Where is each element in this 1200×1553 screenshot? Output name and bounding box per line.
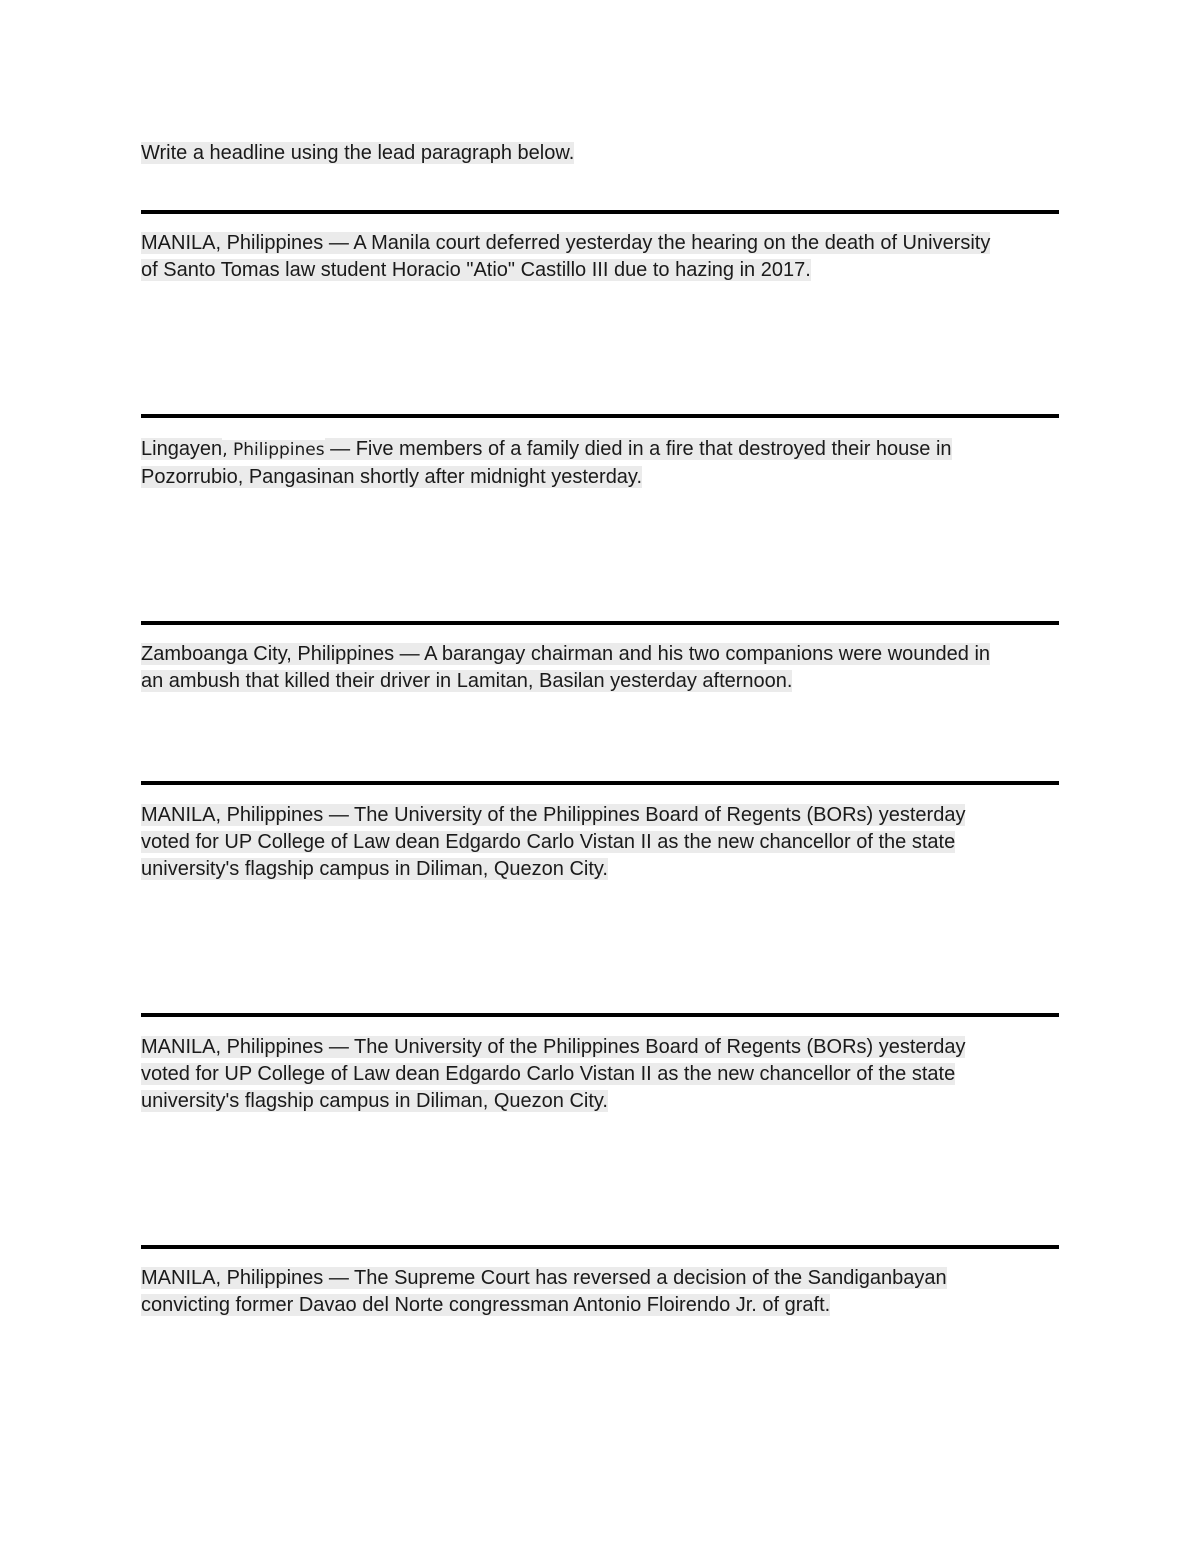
lead-paragraph-line: Pozorrubio, Pangasinan shortly after midnight yesterday. <box>141 466 643 488</box>
headline-answer-line <box>141 1013 1059 1017</box>
lead-paragraph-line: MANILA, Philippines — The University of the Philippines Board of Regents (BORs) yesterday <box>141 1036 966 1058</box>
lead-paragraph-line: university's flagship campus in Diliman, Quezon City. <box>141 858 608 880</box>
lead-paragraph <box>141 1034 1061 1115</box>
lead-paragraph <box>141 641 1061 695</box>
lead-paragraph-line: MANILA, Philippines — The Supreme Court has reversed a decision of the Sandiganbayan <box>141 1267 947 1289</box>
lead-paragraph-line: university's flagship campus in Diliman, Quezon City. <box>141 1090 608 1112</box>
lead-paragraph-line: Lingayen, Philippines — Five members of a family died in a fire that destroyed their house in <box>141 438 952 460</box>
headline-answer-line <box>141 621 1059 625</box>
headline-answer-line <box>141 414 1059 418</box>
lead-paragraph-line: an ambush that killed their driver in Lamitan, Basilan yesterday afternoon. <box>141 670 793 692</box>
lead-paragraph-line: Zamboanga City, Philippines — A barangay chairman and his two companions were wounded in <box>141 643 991 665</box>
lead-paragraph-line: voted for UP College of Law dean Edgardo Carlo Vistan II as the new chancellor of the state <box>141 1063 956 1085</box>
lead-paragraph <box>141 802 1061 883</box>
headline-answer-line <box>141 210 1059 214</box>
lead-paragraph-line: MANILA, Philippines — The University of the Philippines Board of Regents (BORs) yesterday <box>141 804 966 826</box>
lead-paragraph-line: of Santo Tomas law student Horacio "Atio" Castillo III due to hazing in 2017. <box>141 259 811 281</box>
instruction-text: Write a headline using the lead paragraph below. <box>141 142 575 164</box>
lead-paragraph <box>141 436 1061 491</box>
lead-paragraph-line: convicting former Davao del Norte congressman Antonio Floirendo Jr. of graft. <box>141 1294 831 1316</box>
lead-paragraph <box>141 1265 1061 1319</box>
lead-paragraph <box>141 230 1061 284</box>
headline-answer-line <box>141 1245 1059 1249</box>
lead-paragraph-line: MANILA, Philippines — A Manila court deferred yesterday the hearing on the death of University <box>141 232 991 254</box>
lead-paragraph-line: voted for UP College of Law dean Edgardo Carlo Vistan II as the new chancellor of the state <box>141 831 956 853</box>
headline-answer-line <box>141 781 1059 785</box>
